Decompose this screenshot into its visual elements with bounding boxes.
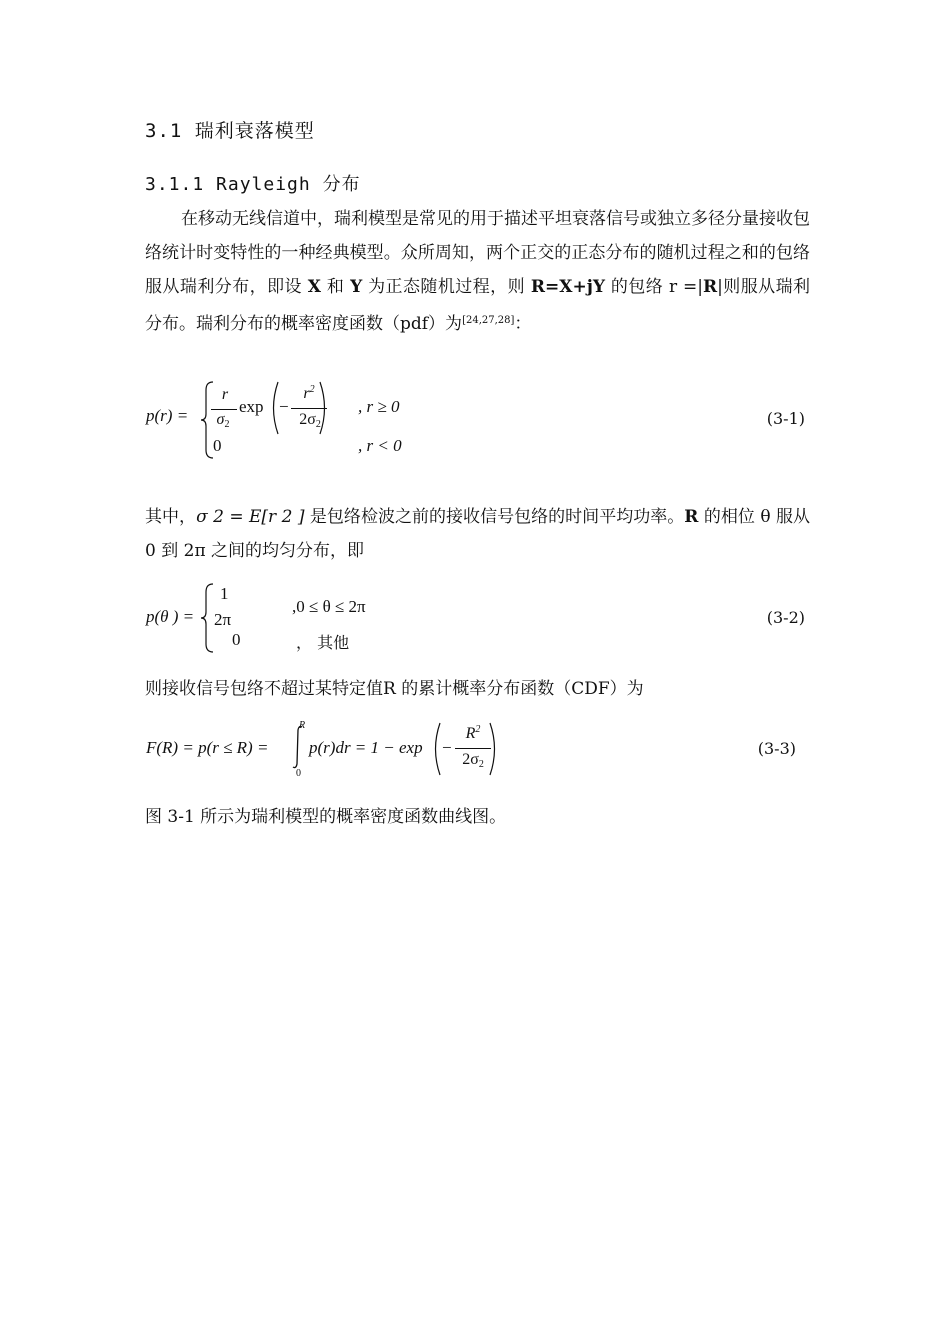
eq1-cond1: , r ≥ 0 (358, 397, 400, 416)
eq3-lhs: F(R) = p(r ≤ R) = (146, 738, 269, 757)
paragraph-rayleigh-intro: 在移动无线信道中，瑞利模型是常见的用于描述平坦衰落信号或独立多径分量接收包络统计时变特性的一种经典模型。众所周知，两个正交的正态分布的随机过程之和的包络服从瑞利分布，即设 X 和 Y 为正态随机过程，则 R=X+jY 的包络 r =|R|则服从瑞利分布。瑞利分布的概率密度函数（pdf）为[24,27,28]： (145, 209, 811, 334)
eq2-cond2: ， 其他 (296, 633, 350, 652)
eq2-label: (3-2) (766, 608, 805, 627)
eq3-lower: 0 (296, 768, 301, 779)
eq1-label: (3-1) (766, 409, 805, 428)
eq1-cond2: , r < 0 (358, 436, 402, 455)
section-heading: 3.1 瑞利衰落模型 (145, 120, 315, 142)
document-page: 3.1 瑞利衰落模型 3.1.1 Rayleigh 分布 在移动无线信道中，瑞利模型是常见的用于描述平坦衰落信号或独立多径分量接收包络统计时变特性的一种经典模型。众所周知，两个正交的正态分布的随机过程之和的包络服从瑞利分布，即设 X 和 Y 为正态随机过程，则 R=X+jY 的包络 r =|R|则服从瑞利分布。瑞利分布的概率密度函数（pdf）为[24,27,28]： p(r) = r σ2 exp − $r^2$ 2σ2 , r ≥ 0 0 , r < 0 (3-1) 其中，σ 2 = E[r 2 ] 是包络检波之前的接收信号包络的时间平均功率。R 的相位 θ 服从 0 到 2π 之间的均匀分布，即 p(θ ) = 1 2π ,0 ≤ θ ≤ 2π 0 ， 其他 (3-2) 则接收信号包络不超过某特定值R 的累计概率分布函数（CDF）为 F(R) = p(r ≤ R) = R 0 p(r)dr = 1 − exp − $R^2$ 2σ2 (3-3) 图 3-1 所示为瑞利模型的概率密度函数曲线图。 (0, 0, 950, 1344)
eq1-exp: exp (239, 397, 264, 416)
eq1-frac-den: σ2 (216, 411, 230, 430)
paragraph-figure-ref: 图 3-1 所示为瑞利模型的概率密度函数曲线图。 (145, 807, 507, 827)
eq3-num: $R^2$ (465, 724, 481, 742)
eq1-lhs: p(r) = (146, 406, 189, 425)
eq2-twopi: 2π (214, 610, 232, 629)
eq1-inner-num: $r^2$ (303, 384, 315, 402)
eq2-one: 1 (220, 584, 229, 603)
eq1-frac-num: r (221, 386, 229, 403)
eq3-label: (3-3) (757, 739, 796, 758)
eq1-zero: 0 (213, 436, 222, 455)
paragraph-cdf: 则接收信号包络不超过某特定值R 的累计概率分布函数（CDF）为 (145, 679, 644, 699)
citation: [24,27,28] (462, 315, 515, 326)
eq3-integrand: p(r)dr = 1 − exp (309, 738, 423, 757)
eq2-cond1: ,0 ≤ θ ≤ 2π (292, 597, 366, 616)
eq2-lhs: p(θ ) = (146, 607, 195, 626)
eq3-den: 2σ2 (462, 751, 484, 770)
eq3-upper: R (299, 720, 306, 731)
eq2-zero: 0 (232, 630, 241, 649)
eq1-inner-den: 2σ2 (299, 411, 321, 430)
paragraph-power: 其中，σ 2 = E[r 2 ] 是包络检波之前的接收信号包络的时间平均功率。R 的相位 θ 服从 0 到 2π 之间的均匀分布，即 (145, 507, 811, 561)
subsection-heading: 3.1.1 Rayleigh 分布 (145, 174, 361, 195)
